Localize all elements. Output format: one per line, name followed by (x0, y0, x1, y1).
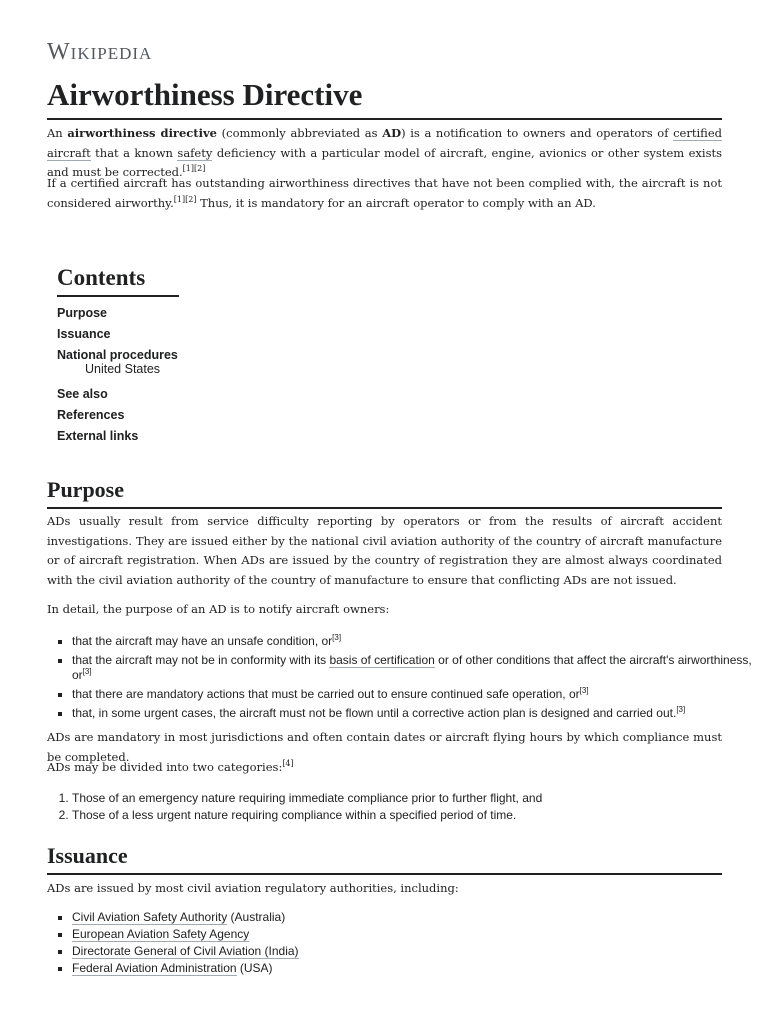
text-run: (commonly abbreviated as (217, 126, 383, 140)
toc-item-references[interactable]: References (57, 408, 125, 422)
toc-item-issuance[interactable]: Issuance (57, 327, 111, 341)
bold-term: airworthiness directive (67, 126, 217, 140)
text-run: Thus, it is mandatory for an aircraft operator to comply with an AD. (196, 195, 596, 210)
list-item (72, 653, 762, 683)
text-run: that the aircraft may have an unsafe condition, or (72, 634, 333, 648)
link-directorate-general-of-civil-aviation[interactable]: Directorate General of Civil Aviation (India) (72, 944, 299, 958)
citation-ref[interactable]: [1][2] (182, 164, 206, 174)
toc-item-external-links[interactable]: External links (57, 429, 139, 443)
purpose-paragraph-4 (47, 758, 722, 778)
citation-ref[interactable]: [3] (332, 633, 342, 642)
toc-heading: Contents (57, 262, 179, 297)
ad-categories-list (47, 790, 762, 824)
text-run: that the aircraft may not be in conformity with its (72, 653, 330, 667)
text-run: An (47, 126, 68, 140)
purpose-list (47, 634, 762, 725)
section-heading-issuance: Issuance (47, 842, 722, 875)
toc-item-united-states[interactable]: United States (85, 362, 161, 376)
list-item (72, 927, 762, 942)
page-title: Airworthiness Directive (47, 76, 722, 120)
table-of-contents (57, 262, 257, 447)
citation-ref[interactable]: [3] (82, 667, 92, 676)
link-safety[interactable]: safety (177, 145, 213, 160)
link-federal-aviation-administration[interactable]: Federal Aviation Administration (72, 961, 237, 975)
section-heading-purpose: Purpose (47, 476, 722, 509)
text-run: ) is a notification to owners and operators of (401, 126, 674, 140)
purpose-paragraph-3: ADs are mandatory in most jurisdictions and often contain dates or aircraft flying hours by which compliance must be completed. (47, 730, 722, 764)
intro-paragraph-2 (47, 174, 722, 213)
list-item (72, 706, 762, 721)
list-item (72, 961, 762, 976)
link-civil-aviation-safety-authority[interactable]: Civil Aviation Safety Authority (72, 910, 228, 924)
citation-ref[interactable]: [3] (579, 686, 589, 695)
purpose-paragraph-2: In detail, the purpose of an AD is to notify aircraft owners: (47, 602, 390, 616)
toc-item-purpose[interactable]: Purpose (57, 306, 108, 320)
list-item (72, 944, 762, 959)
purpose-paragraph-1: ADs usually result from service difficulty reporting by operators or from the results of aircraft accident investigations. They are issued either by the national civil aviation authority of the country of aircraft manufacture or of aircraft registration. When ADs are issued by the country of registration they are almost always coordinated with the civil aviation authority of the country of manufacture to ensure that conflicting ADs are not issued. (47, 514, 722, 587)
list-item: 1. Those of an emergency nature requiring immediate compliance prior to further flight, and (72, 790, 762, 807)
list-item (72, 687, 762, 702)
text-run: that, in some urgent cases, the aircraft must not be flown until a corrective action plan is designed and carried out. (72, 706, 677, 720)
text-run: If a certified aircraft has outstanding airworthiness directives that have not been complied with, the aircraft is not considered airworthy. (47, 176, 722, 210)
list-item (72, 910, 762, 925)
text-run: that there are mandatory actions that must be carried out to ensure continued safe operation, or (72, 687, 580, 701)
toc-item-see-also[interactable]: See also (57, 387, 108, 401)
text-run: or of other conditions that affect the aircraft's airworthiness, or (72, 653, 752, 682)
link-european-aviation-safety-agency[interactable]: European Aviation Safety Agency (72, 927, 250, 941)
list-item: 2. Those of a less urgent nature requiring compliance within a specified period of time. (72, 807, 762, 824)
text-run: (Australia) (227, 910, 286, 924)
text-run: that a known (90, 145, 178, 160)
citation-ref[interactable]: [3] (676, 705, 686, 714)
link-certified-aircraft[interactable]: certified aircraft (47, 126, 722, 160)
list-item (72, 634, 762, 649)
text-run: ADs may be divided into two categories: (47, 760, 283, 774)
issuance-paragraph-1: ADs are issued by most civil aviation regulatory authorities, including: (47, 881, 459, 895)
toc-item-national-procedures[interactable]: National procedures (57, 348, 178, 362)
text-run: deficiency with a particular model of aircraft, engine, avionics or other system exists and must be corrected. (47, 145, 722, 179)
citation-ref[interactable]: [1][2] (173, 194, 197, 204)
bold-term: AD (382, 126, 402, 140)
text-run: (USA) (236, 961, 273, 975)
link-basis-of-certification[interactable]: basis of certification (329, 653, 435, 667)
citation-ref[interactable]: [4] (282, 759, 294, 769)
authorities-list (47, 910, 762, 978)
wikipedia-wordmark[interactable]: Wikipedia (47, 39, 153, 65)
